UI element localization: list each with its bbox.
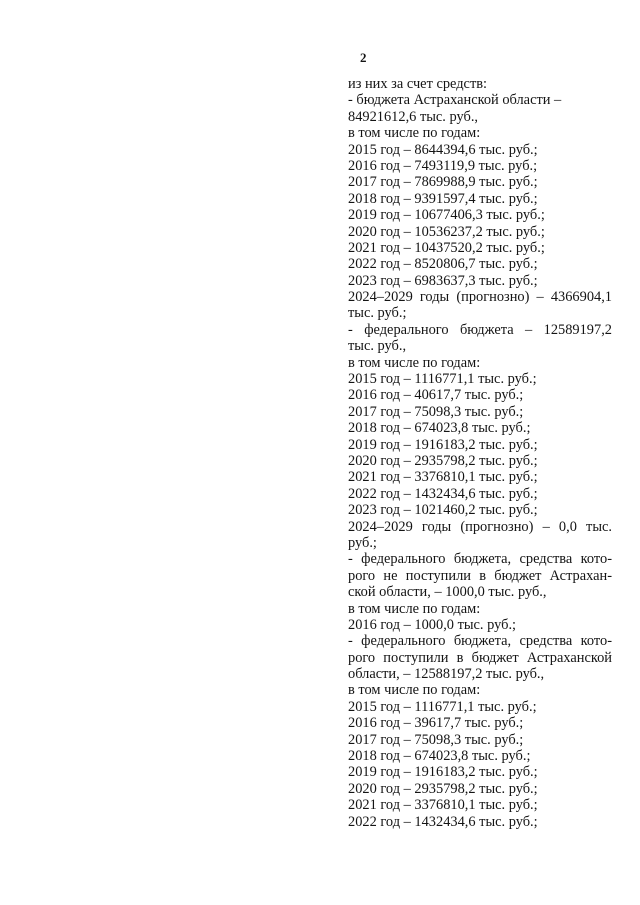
funding-text-column <box>348 76 612 830</box>
text-line: области, – 12588197,2 тыс. руб., <box>348 666 545 683</box>
text-line: 2017 год – 75098,3 тыс. руб.; <box>348 731 524 748</box>
text-line: - федерального бюджета, средства кото- <box>348 551 612 568</box>
text-line: 2018 год – 674023,8 тыс. руб.; <box>348 420 531 437</box>
text-line: 2020 год – 2935798,2 тыс. руб.; <box>348 452 538 469</box>
text-line: 2016 год – 39617,7 тыс. руб.; <box>348 715 524 732</box>
text-line: 2020 год – 2935798,2 тыс. руб.; <box>348 780 538 797</box>
text-line: ской области, – 1000,0 тыс. руб., <box>348 584 547 601</box>
text-line: рого поступили в бюджет Астраханской <box>348 649 612 666</box>
text-line: тыс. руб.; <box>348 305 407 322</box>
text-line: 2015 год – 8644394,6 тыс. руб.; <box>348 141 538 158</box>
text-line: 2023 год – 1021460,2 тыс. руб.; <box>348 502 538 519</box>
text-line: в том числе по годам: <box>348 354 481 371</box>
text-line: 2020 год – 10536237,2 тыс. руб.; <box>348 223 545 240</box>
text-line: 2016 год – 40617,7 тыс. руб.; <box>348 387 524 404</box>
text-line: 2018 год – 9391597,4 тыс. руб.; <box>348 190 538 207</box>
text-line: из них за счет средств: <box>348 76 488 92</box>
text-line: 2021 год – 3376810,1 тыс. руб.; <box>348 469 538 486</box>
text-line: 2018 год – 674023,8 тыс. руб.; <box>348 748 531 765</box>
text-line: 2015 год – 1116771,1 тыс. руб.; <box>348 698 537 715</box>
text-line: в том числе по годам: <box>348 600 481 617</box>
text-line: 2019 год – 10677406,3 тыс. руб.; <box>348 207 545 224</box>
text-line: 2017 год – 7869988,9 тыс. руб.; <box>348 174 538 191</box>
text-line: тыс. руб., <box>348 338 407 355</box>
text-line: 2021 год – 10437520,2 тыс. руб.; <box>348 239 545 256</box>
text-line: 2022 год – 1432434,6 тыс. руб.; <box>348 485 538 502</box>
text-line: в том числе по годам: <box>348 125 481 142</box>
text-line: 2024–2029 годы (прогнозно) – 4366904,1 <box>348 289 612 306</box>
text-line: 2015 год – 1116771,1 тыс. руб.; <box>348 371 537 388</box>
text-line: 2017 год – 75098,3 тыс. руб.; <box>348 403 524 420</box>
text-line: 2022 год – 8520806,7 тыс. руб.; <box>348 256 538 273</box>
page-number: 2 <box>360 50 367 65</box>
text-line: 2022 год – 1432434,6 тыс. руб.; <box>348 813 538 830</box>
text-line: руб.; <box>348 534 377 551</box>
text-line: 84921612,6 тыс. руб., <box>348 108 479 125</box>
text-line: 2021 год – 3376810,1 тыс. руб.; <box>348 797 538 814</box>
text-line: - федерального бюджета, средства кото- <box>348 633 612 650</box>
text-line: 2016 год – 7493119,9 тыс. руб.; <box>348 157 538 174</box>
text-line: 2024–2029 годы (прогнозно) – 0,0 тыс. <box>348 518 612 535</box>
text-line: в том числе по годам: <box>348 682 481 699</box>
text-line: - федерального бюджета – 12589197,2 <box>348 321 612 338</box>
text-line: рого не поступили в бюджет Астрахан- <box>348 567 612 584</box>
text-line: - бюджета Астраханской области – <box>348 92 562 109</box>
text-line: 2019 год – 1916183,2 тыс. руб.; <box>348 436 538 453</box>
text-line: 2016 год – 1000,0 тыс. руб.; <box>348 616 517 633</box>
text-line: 2023 год – 6983637,3 тыс. руб.; <box>348 272 538 289</box>
text-line: 2019 год – 1916183,2 тыс. руб.; <box>348 764 538 781</box>
